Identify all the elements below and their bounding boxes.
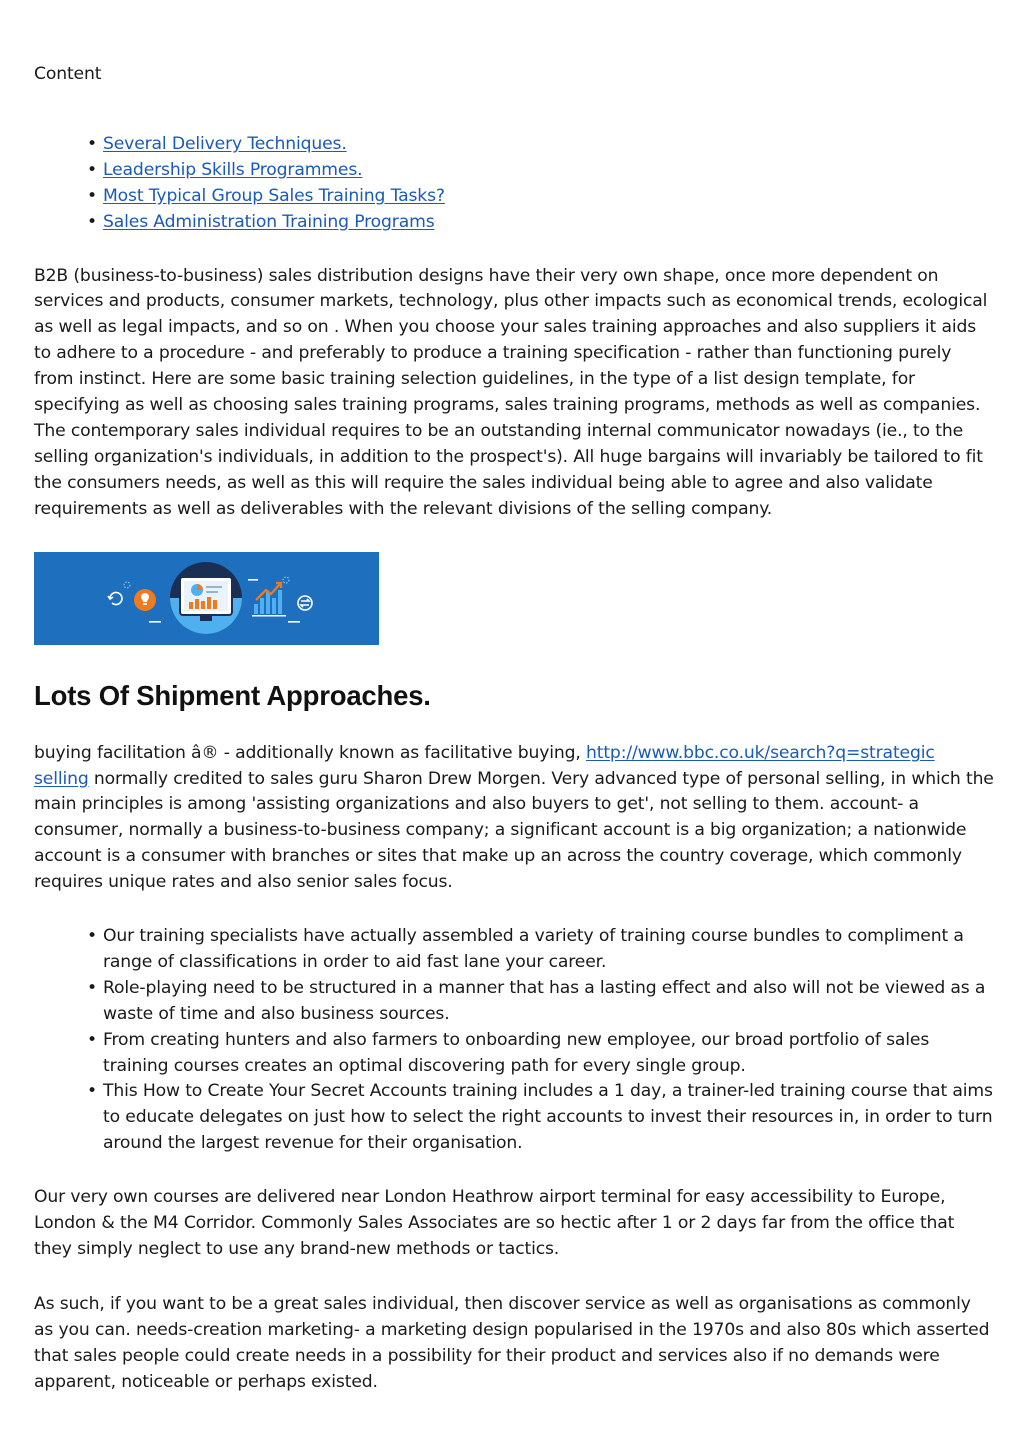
section-heading: Lots Of Shipment Approaches.	[34, 679, 431, 711]
toc-link-delivery-techniques[interactable]: Several Delivery Techniques.	[103, 133, 347, 154]
exchange-icon	[298, 596, 312, 610]
bbc-search-link[interactable]: http://www.bbc.co.uk/search?q=strategic selling	[34, 742, 935, 789]
paragraph-needs-creation: As such, if you want to be a great sales individual, then discover service as well as organisations as commonly as you can. needs-creation marketing- a marketing design popularised in the 1970s and also 80s which asserted that sales people could create needs in a possibility for their product and services also if no demands were apparent, noticeable or perhaps existed.	[34, 1293, 990, 1392]
bar-chart-icon	[252, 583, 286, 617]
list-item: • This How to Create Your Secret Accounts training includes a 1 day, a trainer-led training course that aims to educate delegates on just how to select the right accounts to invest their resources in, in order to turn around the largest revenue for their organisation.	[103, 1079, 994, 1157]
toc-item	[103, 210, 994, 236]
document-body	[34, 62, 994, 1396]
paragraph-courses-location: Our very own courses are delivered near London Heathrow airport terminal for easy accessibility to Europe, London & the M4 Corridor. Commonly Sales Associates are so hectic after 1 or 2 days far from the office that they simply neglect to use any brand-new methods or tactics.	[34, 1187, 955, 1259]
toc-item	[103, 132, 994, 158]
banner-illustration	[34, 552, 379, 645]
list-item: • Role-playing need to be structured in a manner that has a lasting effect and also will not be viewed as a waste of time and also business sources.	[103, 976, 994, 1028]
refresh-icon	[108, 592, 122, 604]
paragraph-intro: B2B (business-to-business) sales distribution designs have their very own shape, once more dependent on services and products, consumer markets, technology, plus other impacts such as economical trends, ecological as well as legal impacts, and so on . When you choose your sales training approaches and also suppliers it aids to adhere to a procedure - and preferably to produce a training specification - rather than functioning purely from instinct. Here are some basic training selection guidelines, in the type of a list design template, for specifying as well as choosing sales training programs, sales training programs, methods as well as companies. The contemporary sales individual requires to be an outstanding internal communicator nowadays (ie., to the selling organization's individuals, in addition to the prospect's). All huge bargains will invariably be tailored to fit the consumers needs, as well as this will require the sales individual being able to agree and also validate requirements as well as deliverables with the relevant divisions of the selling company.	[34, 265, 988, 519]
training-bullet-list	[34, 924, 994, 1157]
list-item: • From creating hunters and also farmers to onboarding new employee, our broad portfolio of sales training courses creates an optimal discovering path for every single group.	[103, 1028, 994, 1080]
paragraph-buying-facilitation	[34, 741, 994, 896]
toc-link-leadership-skills[interactable]: Leadership Skills Programmes.	[103, 159, 363, 180]
lightbulb-icon	[134, 589, 156, 611]
list-item: • Our training specialists have actually assembled a variety of training course bundles to compliment a range of classifications in order to aid fast lane your career.	[103, 924, 994, 976]
dashboard-monitor-icon	[170, 562, 242, 634]
toc-link-sales-administration[interactable]: Sales Administration Training Programs	[103, 211, 435, 232]
content-label: Content	[34, 64, 102, 84]
toc-item	[103, 158, 994, 184]
paragraph-text-after-link: normally credited to sales guru Sharon Drew Morgen. Very advanced type of personal selling, in which the main principles is among 'assisting organizations and also buyers to get', not selling to them. account- a consumer, normally a business-to-business company; a significant account is a big organization; a nationwide account is a consumer with branches or sites that make up an across the country coverage, which commonly requires unique rates and also senior sales focus.	[34, 768, 994, 893]
table-of-contents	[34, 132, 994, 236]
paragraph-text-before-link: buying facilitation â® - additionally known as facilitative buying,	[34, 742, 587, 763]
toc-link-group-sales-tasks[interactable]: Most Typical Group Sales Training Tasks?	[103, 185, 445, 206]
toc-item	[103, 184, 994, 210]
training-banner-image	[34, 552, 379, 645]
